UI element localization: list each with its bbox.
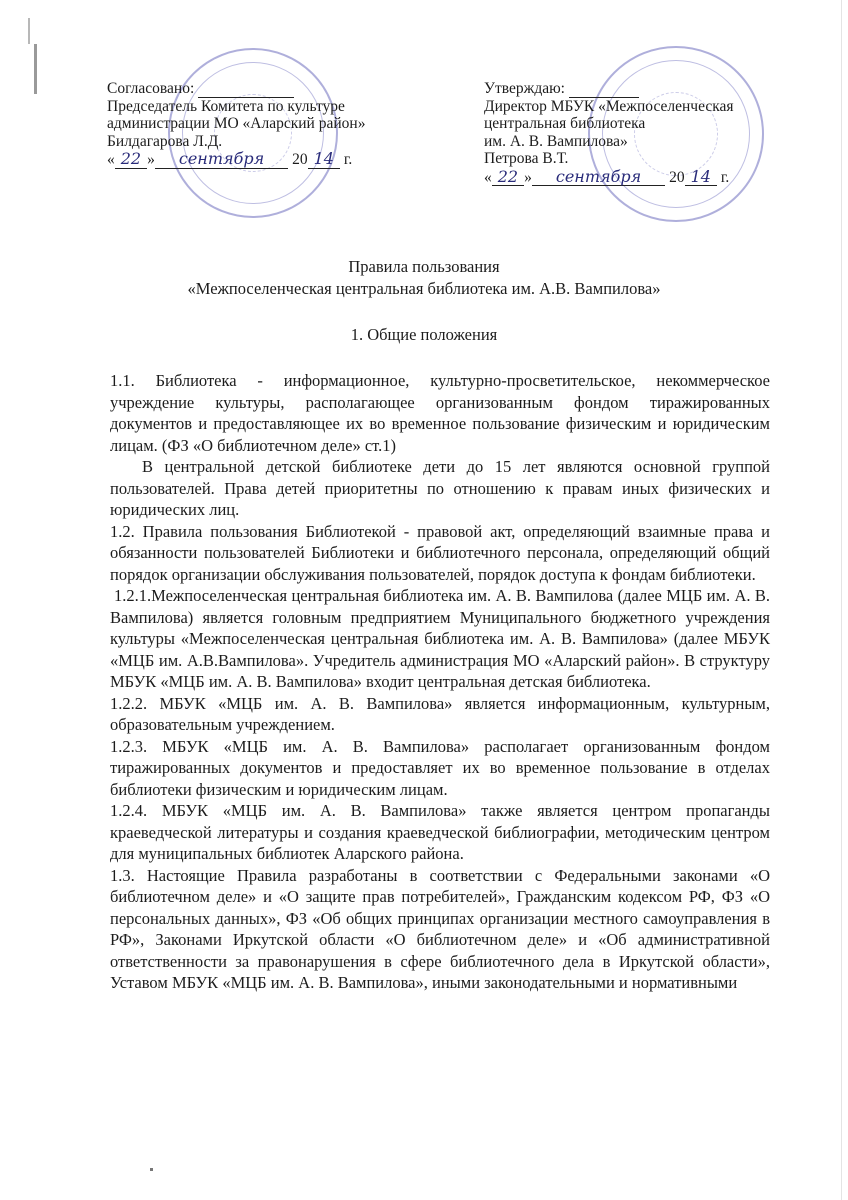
date-month: сентября xyxy=(155,150,288,169)
approval-line: Утверждаю: xyxy=(484,80,734,98)
title-line: «Межпоселенческая центральная библиотека им. А.В. Вампилова» xyxy=(187,279,661,298)
approval-line: Председатель Комитета по культуре xyxy=(107,97,345,115)
paragraph: 1.2.2. МБУК «МЦБ им. А. В. Вампилова» является информационным, культурным, образовательным учреждением. xyxy=(110,693,770,734)
paragraph: 1.2.4. МБУК «МЦБ им. А. В. Вампилова» также является центром пропаганды краеведческой литературы и создания краеведческой библиографии, методическим центром для муниципальных библиотек Аларского района. xyxy=(110,801,770,863)
paragraph: 1.2.3. МБУК «МЦБ им. А. В. Вампилова» располагает организованным фондом тиражированных документов и предоставляет их во временное пользование в отделах библиотеки физическим и юридическим лицам. xyxy=(110,736,770,799)
date-day: 22 xyxy=(115,150,147,169)
signature-line xyxy=(569,83,639,98)
paragraph: 1.3. Настоящие Правила разработаны в соответствии с Федеральными законами «О библиотечном деле» и «О защите прав потребителей», Гражданским кодексом РФ, ФЗ «О персональных данных», ФЗ «Об общих принципах организации местного самоуправления в РФ», Законами Иркутской области «О библиотечном деле» и «Об административной ответственности за правонарушения в сфере библиотечного дела в Иркутской области», Уставом МБУК «МЦБ им. А. В. Вампилова», иными законодательными и нормативными xyxy=(110,865,770,992)
paragraph: В центральной детской библиотеке дети до 15 лет являются основной группой пользователей. Права детей приоритетны по отношению к правам иных физических и юридических лиц. xyxy=(110,457,770,519)
approval-line: Билдагарова Л.Д. xyxy=(107,132,223,150)
date-year: 14 xyxy=(308,150,340,169)
margin-mark xyxy=(34,44,37,94)
approval-line: Согласовано: xyxy=(107,80,365,98)
signature-line xyxy=(198,83,294,98)
document-title xyxy=(0,256,848,300)
approval-line: Директор МБУК «Межпоселенческая xyxy=(484,97,734,115)
approval-line: центральная библиотека xyxy=(484,115,646,132)
page-edge xyxy=(841,0,842,1200)
date-day: 22 xyxy=(492,168,524,187)
section-heading: 1. Общие положения xyxy=(350,325,498,344)
approval-block-left xyxy=(107,80,365,169)
document-body xyxy=(110,370,770,994)
approval-line: Петрова В.Т. xyxy=(484,150,569,167)
paragraph: 1.2. Правила пользования Библиотекой - правовой акт, определяющий взаимные права и обязанности пользователей Библиотеки и библиотечного персонала, определяющий общий порядок организации обслуживания пользователей, порядок доступа к фондам библиотеки. xyxy=(110,521,770,584)
date-month: сентября xyxy=(532,168,665,187)
paragraph: 1.1. Библиотека - информационное, культурно-просветительское, некоммерческое учреждение культуры, располагающее организованным фондом тиражированных документов и предоставляющее их во временное пользование физическим и юридическим лицам. (ФЗ «О библиотечном деле» ст.1) xyxy=(110,371,770,455)
approval-block-right xyxy=(484,80,734,186)
approval-line: администрации МО «Аларский район» xyxy=(107,115,366,132)
paragraph: 1.2.1.Межпоселенческая центральная библиотека им. А. В. Вампилова (далее МЦБ им. А. В. Вампилова) является головным предприятием Муниципального бюджетного учреждения культуры «Межпоселенческая центральная библиотека им. А. В. Вампилова» (далее МБУК «МЦБ им. А.В.Вампилова». Учредитель администрация МО «Аларский район». В структуру МБУК «МЦБ им. А. В. Вампилова» входит центральная детская библиотека. xyxy=(110,586,770,691)
approval-line: им. А. В. Вампилова» xyxy=(484,132,628,150)
title-line: Правила пользования xyxy=(348,257,500,276)
date-year: 14 xyxy=(685,168,717,187)
approval-date: « 22 » сентября 20 14 г. xyxy=(107,149,353,168)
margin-mark xyxy=(28,18,30,44)
approval-date: « 22 » сентября 20 14 г. xyxy=(484,166,730,186)
scan-speck xyxy=(150,1168,153,1171)
